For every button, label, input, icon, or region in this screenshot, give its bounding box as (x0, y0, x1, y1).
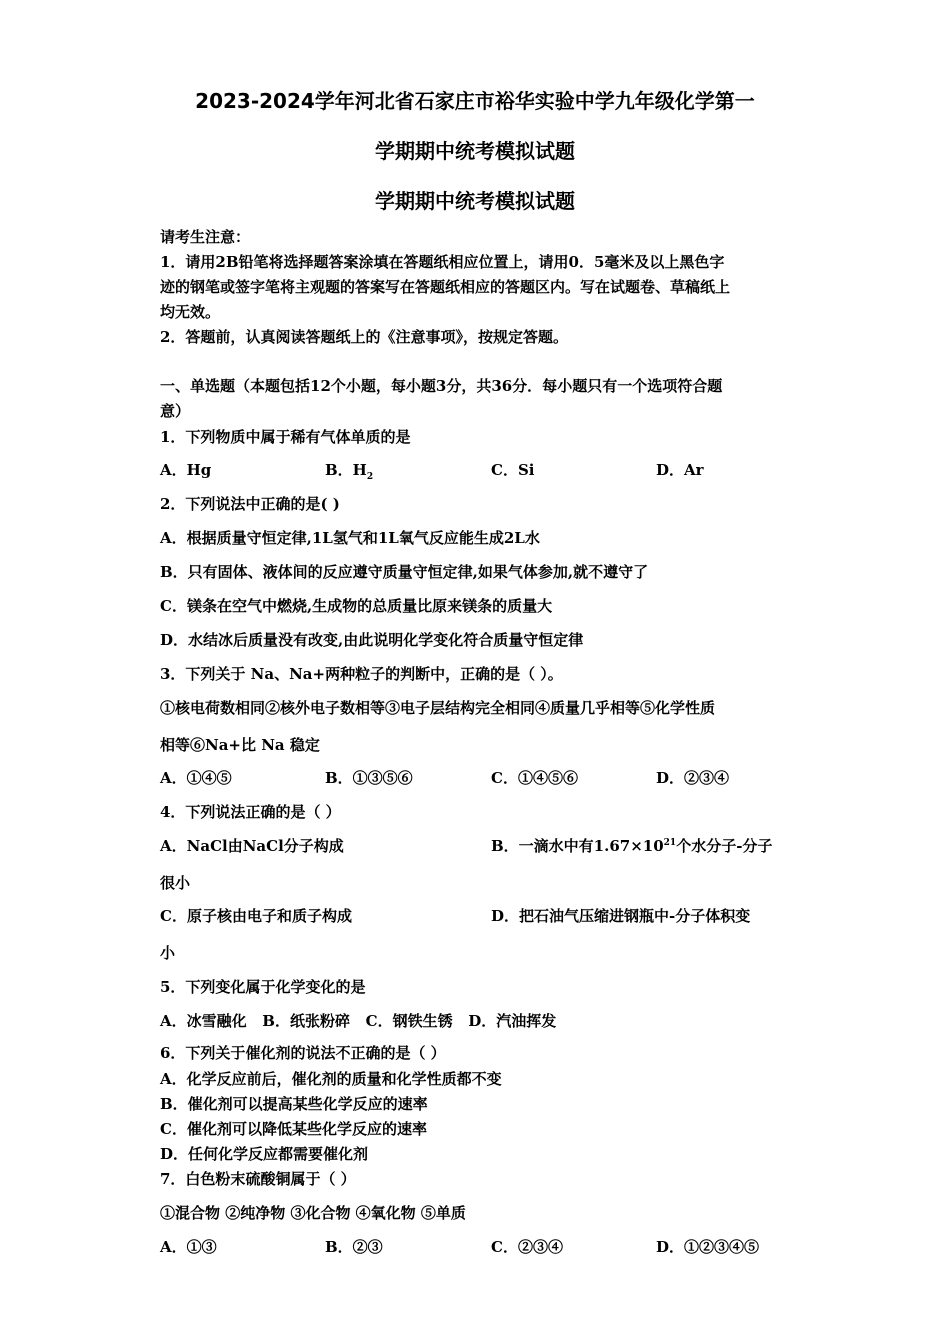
question-4-option-a: A．NaCl由NaCl分子构成 (160, 837, 344, 855)
question-5-stem: 5．下列变化属于化学变化的是 (160, 978, 366, 996)
question-2-stem: 2．下列说法中正确的是( ) (160, 495, 340, 513)
question-1-option-d: D．Ar (656, 461, 704, 479)
question-6-option-b: B．催化剂可以提高某些化学反应的速率 (160, 1095, 428, 1113)
question-3-option-c: C．①④⑤⑥ (491, 769, 578, 787)
question-4-option-d: D．把石油气压缩进钢瓶中-分子体积变 (491, 907, 751, 925)
notice-item-1-line-3: 均无效。 (160, 303, 221, 321)
question-2-option-d: D．水结冰后质量没有改变,由此说明化学变化符合质量守恒定律 (160, 631, 584, 649)
title-line-2: 学期期中统考模拟试题 (375, 139, 575, 163)
notice-item-1-line-1: 1．请用2B铅笔将选择题答案涂填在答题纸相应位置上，请用0．5毫米及以上黑色字 (160, 253, 725, 271)
question-7-stem: 7．白色粉末硫酸铜属于（ ） (160, 1170, 356, 1188)
question-5-options: A．冰雪融化 B．纸张粉碎 C．钢铁生锈 D．汽油挥发 (160, 1012, 557, 1030)
question-7-option-d: D．①②③④⑤ (656, 1238, 760, 1256)
question-1-option-b: B．$H_2$ (325, 461, 374, 482)
question-4-option-c: C．原子核由电子和质子构成 (160, 907, 352, 925)
question-7-option-b: B．②③ (325, 1238, 383, 1256)
question-3-statements-line-1: ①核电荷数相同②核外电子数相等③电子层结构完全相同④质量几乎相等⑤化学性质 (160, 699, 716, 717)
question-4-option-b-continued: 很小 (160, 874, 191, 892)
question-2-option-a: A．根据质量守恒定律,1L氢气和1L氧气反应能生成2L水 (160, 529, 540, 547)
title-line-3: 学期期中统考模拟试题 (375, 189, 575, 213)
question-2-option-c: C．镁条在空气中燃烧,生成物的总质量比原来镁条的质量大 (160, 597, 553, 615)
question-6-stem: 6．下列关于催化剂的说法不正确的是（ ） (160, 1044, 446, 1062)
question-4-option-d-continued: 小 (160, 944, 176, 962)
question-4-stem: 4．下列说法正确的是（ ） (160, 803, 341, 821)
section-heading-line-2: 意） (160, 402, 191, 420)
notice-item-1-line-2: 迹的钢笔或签字笔将主观题的答案写在答题纸相应的答题区内。写在试题卷、草稿纸上 (160, 278, 731, 296)
question-7-option-a: A．①③ (160, 1238, 217, 1256)
notice-item-2: 2．答题前，认真阅读答题纸上的《注意事项》，按规定答题。 (160, 328, 568, 346)
title-line-1: 2023-2024学年河北省石家庄市裕华实验中学九年级化学第一 (195, 89, 755, 113)
question-4-option-b: B．一滴水中有$1.67\times 10^{21}$个水分子-分子 (491, 837, 773, 855)
question-1-option-c: C．Si (491, 461, 535, 479)
section-heading-line-1: 一、单选题（本题包括12个小题，每小题3分，共36分．每小题只有一个选项符合题 (160, 377, 723, 395)
question-2-option-b: B．只有固体、液体间的反应遵守质量守恒定律,如果气体参加,就不遵守了 (160, 563, 649, 581)
question-1-stem: 1．下列物质中属于稀有气体单质的是 (160, 428, 411, 446)
question-6-option-d: D．任何化学反应都需要催化剂 (160, 1145, 369, 1163)
question-6-option-c: C．催化剂可以降低某些化学反应的速率 (160, 1120, 427, 1138)
question-3-option-a: A．①④⑤ (160, 769, 232, 787)
question-3-option-b: B．①③⑤⑥ (325, 769, 413, 787)
question-1-option-a: A．Hg (160, 461, 212, 479)
question-3-option-d: D．②③④ (656, 769, 730, 787)
notice-heading: 请考生注意： (160, 228, 251, 246)
question-7-option-c: C．②③④ (491, 1238, 563, 1256)
question-6-option-a: A．化学反应前后，催化剂的质量和化学性质都不变 (160, 1070, 502, 1088)
question-3-statements-line-2: 相等⑥Na+比 Na 稳定 (160, 736, 320, 754)
question-3-stem: 3．下列关于 Na、Na+两种粒子的判断中，正确的是（ ）。 (160, 665, 563, 683)
question-7-statements: ①混合物 ②纯净物 ③化合物 ④氧化物 ⑤单质 (160, 1204, 466, 1222)
